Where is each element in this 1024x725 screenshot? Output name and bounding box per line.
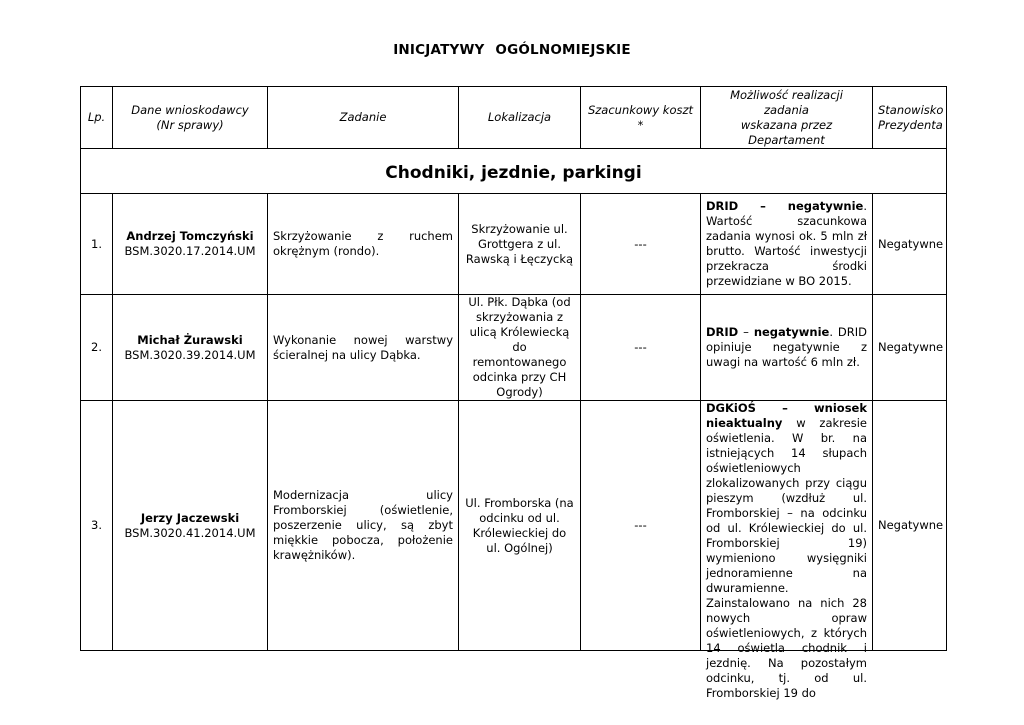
department-verdict: negatywnie: [753, 325, 830, 339]
row-lp: 3.: [81, 401, 113, 651]
header-applicant: [113, 87, 268, 149]
department-dash: –: [738, 325, 754, 339]
row-lp: 1.: [81, 194, 113, 295]
row-applicant: [113, 295, 268, 401]
section-row: [81, 149, 947, 194]
case-number: BSM.3020.41.2014.UM: [124, 525, 256, 540]
row-task: Wykonanie nowej warstwy ścieralnej na ulicy Dąbka.: [268, 295, 459, 401]
applicant-name: Andrzej Tomczyński: [126, 229, 254, 243]
department-name: DRID: [706, 325, 739, 339]
row-applicant: [113, 401, 268, 651]
row-task: Modernizacja ulicy Fromborskiej (oświetlenie, poszerzenie ulicy, są zbyt miękkie pobocza, położenie krawężników).: [268, 401, 459, 651]
row-president-opinion: Negatywne: [873, 401, 947, 651]
row-president-opinion: Negatywne: [873, 194, 947, 295]
row-applicant: [113, 194, 268, 295]
header-feasibility-line1: Możliwość realizacji zadania: [730, 87, 843, 117]
header-lp: Lp.: [81, 87, 113, 149]
header-president-line1: Stanowisko: [878, 102, 944, 117]
header-location: Lokalizacja: [459, 87, 581, 149]
row-president-opinion: Negatywne: [873, 295, 947, 401]
department-opinion-text: . DRID opiniuje negatywnie z uwagi na wartość 6 mln zł.: [706, 325, 868, 369]
row-department-opinion: [701, 401, 873, 700]
table-row: [81, 295, 947, 401]
header-feasibility: [701, 87, 873, 149]
department-opinion-clip: [706, 401, 867, 700]
applicant-name: Michał Żurawski: [137, 332, 243, 347]
document-title: INICJATYWY OGÓLNOMIEJSKIE: [393, 42, 631, 58]
section-title: Chodniki, jezdnie, parkingi: [81, 149, 947, 194]
header-feasibility-line2: wskazana przez Departament: [740, 117, 833, 147]
row-location: Ul. Fromborska (na odcinku od ul. Królewieckiej do ul. Ogólnej): [459, 401, 581, 651]
row-department-opinion: [701, 194, 873, 295]
row-task: Skrzyżowanie z ruchem okrężnym (rondo).: [268, 194, 459, 295]
row-cost: ---: [581, 295, 701, 401]
table-row: [81, 401, 947, 651]
department-verdict: DGKiOŚ – wniosek nieaktualny: [706, 401, 867, 430]
header-task: Zadanie: [268, 87, 459, 149]
row-location: Skrzyżowanie ul. Grottgera z ul. Rawską i Łęczycką: [459, 194, 581, 295]
applicant-name: Jerzy Jaczewski: [140, 510, 240, 525]
row-lp: 2.: [81, 295, 113, 401]
department-verdict: DRID – negatywnie: [706, 199, 864, 213]
department-opinion-text: w zakresie oświetlenia. W br. na istniejących 14 słupach oświetleniowych zlokalizowanych przy ciągu pieszym (wzdłuż ul. Fromborskiej – na odcinku od ul. Królewieckiej do ul. Fromborskiej 19) wymieniono wysięgniki jednoramienne na dwuramienne. Zainstalowano na nich 28 nowych opraw oświetleniowych, z których 14 oświetla chodnik i jezdnię. Na pozostałym odcinku, tj. od ul. Fromborskiej 19 do: [706, 416, 867, 700]
row-location: Ul. Płk. Dąbka (od skrzyżowania z ulicą Królewiecką do remontowanego odcinka przy CH Ogrody): [459, 295, 581, 401]
header-cost: Szacunkowy koszt *: [581, 87, 701, 149]
case-number: BSM.3020.17.2014.UM: [124, 244, 256, 258]
header-president-line2: Prezydenta: [878, 117, 943, 132]
header-applicant-line2: (Nr sprawy): [156, 117, 224, 132]
department-opinion-text: . Wartość szacunkowa zadania wynosi ok. 5 mln zł brutto. Wartość inwestycji przekracza środki przewidziane w BO 2015.: [706, 199, 867, 288]
header-applicant-line1: Dane wnioskodawcy: [131, 102, 249, 117]
row-cost: ---: [581, 401, 701, 651]
case-number: BSM.3020.39.2014.UM: [124, 347, 256, 362]
initiatives-table: [80, 86, 947, 700]
header-row: [81, 87, 947, 149]
row-department-opinion: [701, 295, 873, 401]
header-president: [873, 87, 947, 149]
row-cost: ---: [581, 194, 701, 295]
table-row: [81, 194, 947, 295]
